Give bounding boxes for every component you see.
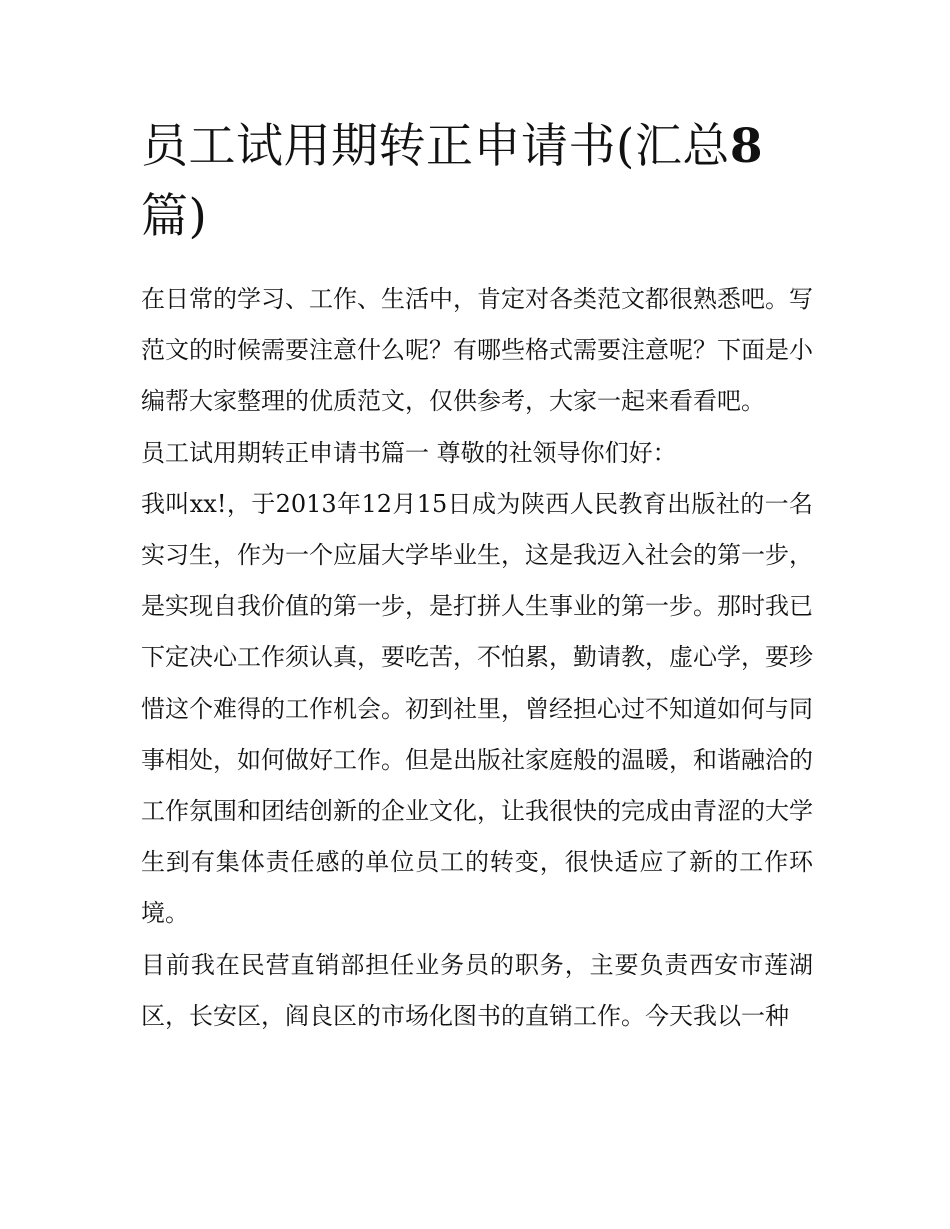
title-end: 篇) [141,189,208,244]
paragraph-intro: 在日常的学习、工作、生活中，肯定对各类范文都很熟悉吧。写范文的时候需要注意什么呢？有哪些格式需要注意呢？下面是小编帮大家整理的优质范文，仅供参考，大家一起来看看吧。 [141,285,813,416]
paragraph-experience: 我叫xx!，于2013年12月15日成为陕西人民教育出版社的一名实习生，作为一个应届大学毕业生，这是我迈入社会的第一步，是实现自我价值的第一步，是打拼人生事业的第一步。那时我已下定决心工作须认真，要吃苦，不怕累，勤请教，虚心学，要珍惜这个难得的工作机会。初到社里，曾经担心过不知道如何与同事相处，如何做好工作。但是出版社家庭般的温暖，和谐融洽的工作氛围和团结创新的企业文化，让我很快的完成由青涩的大学生到有集体责任感的单位员工的转变，很快适应了新的工作环境。 [141,489,813,928]
paragraph-current-role: 目前我在民营直销部担任业务员的职务，主要负责西安市莲湖区，长安区，阎良区的市场化图书的直销工作。今天我以一种 [141,950,813,1030]
document-page [141,112,813,1042]
paragraph-salutation: 员工试用期转正申请书篇一 尊敬的社领导你们好： [141,438,677,467]
title-main: 员工试用期转正申请书(汇总 [141,119,730,174]
document-body [141,274,813,1042]
document-title [141,112,813,252]
title-number: 8 [729,119,764,174]
